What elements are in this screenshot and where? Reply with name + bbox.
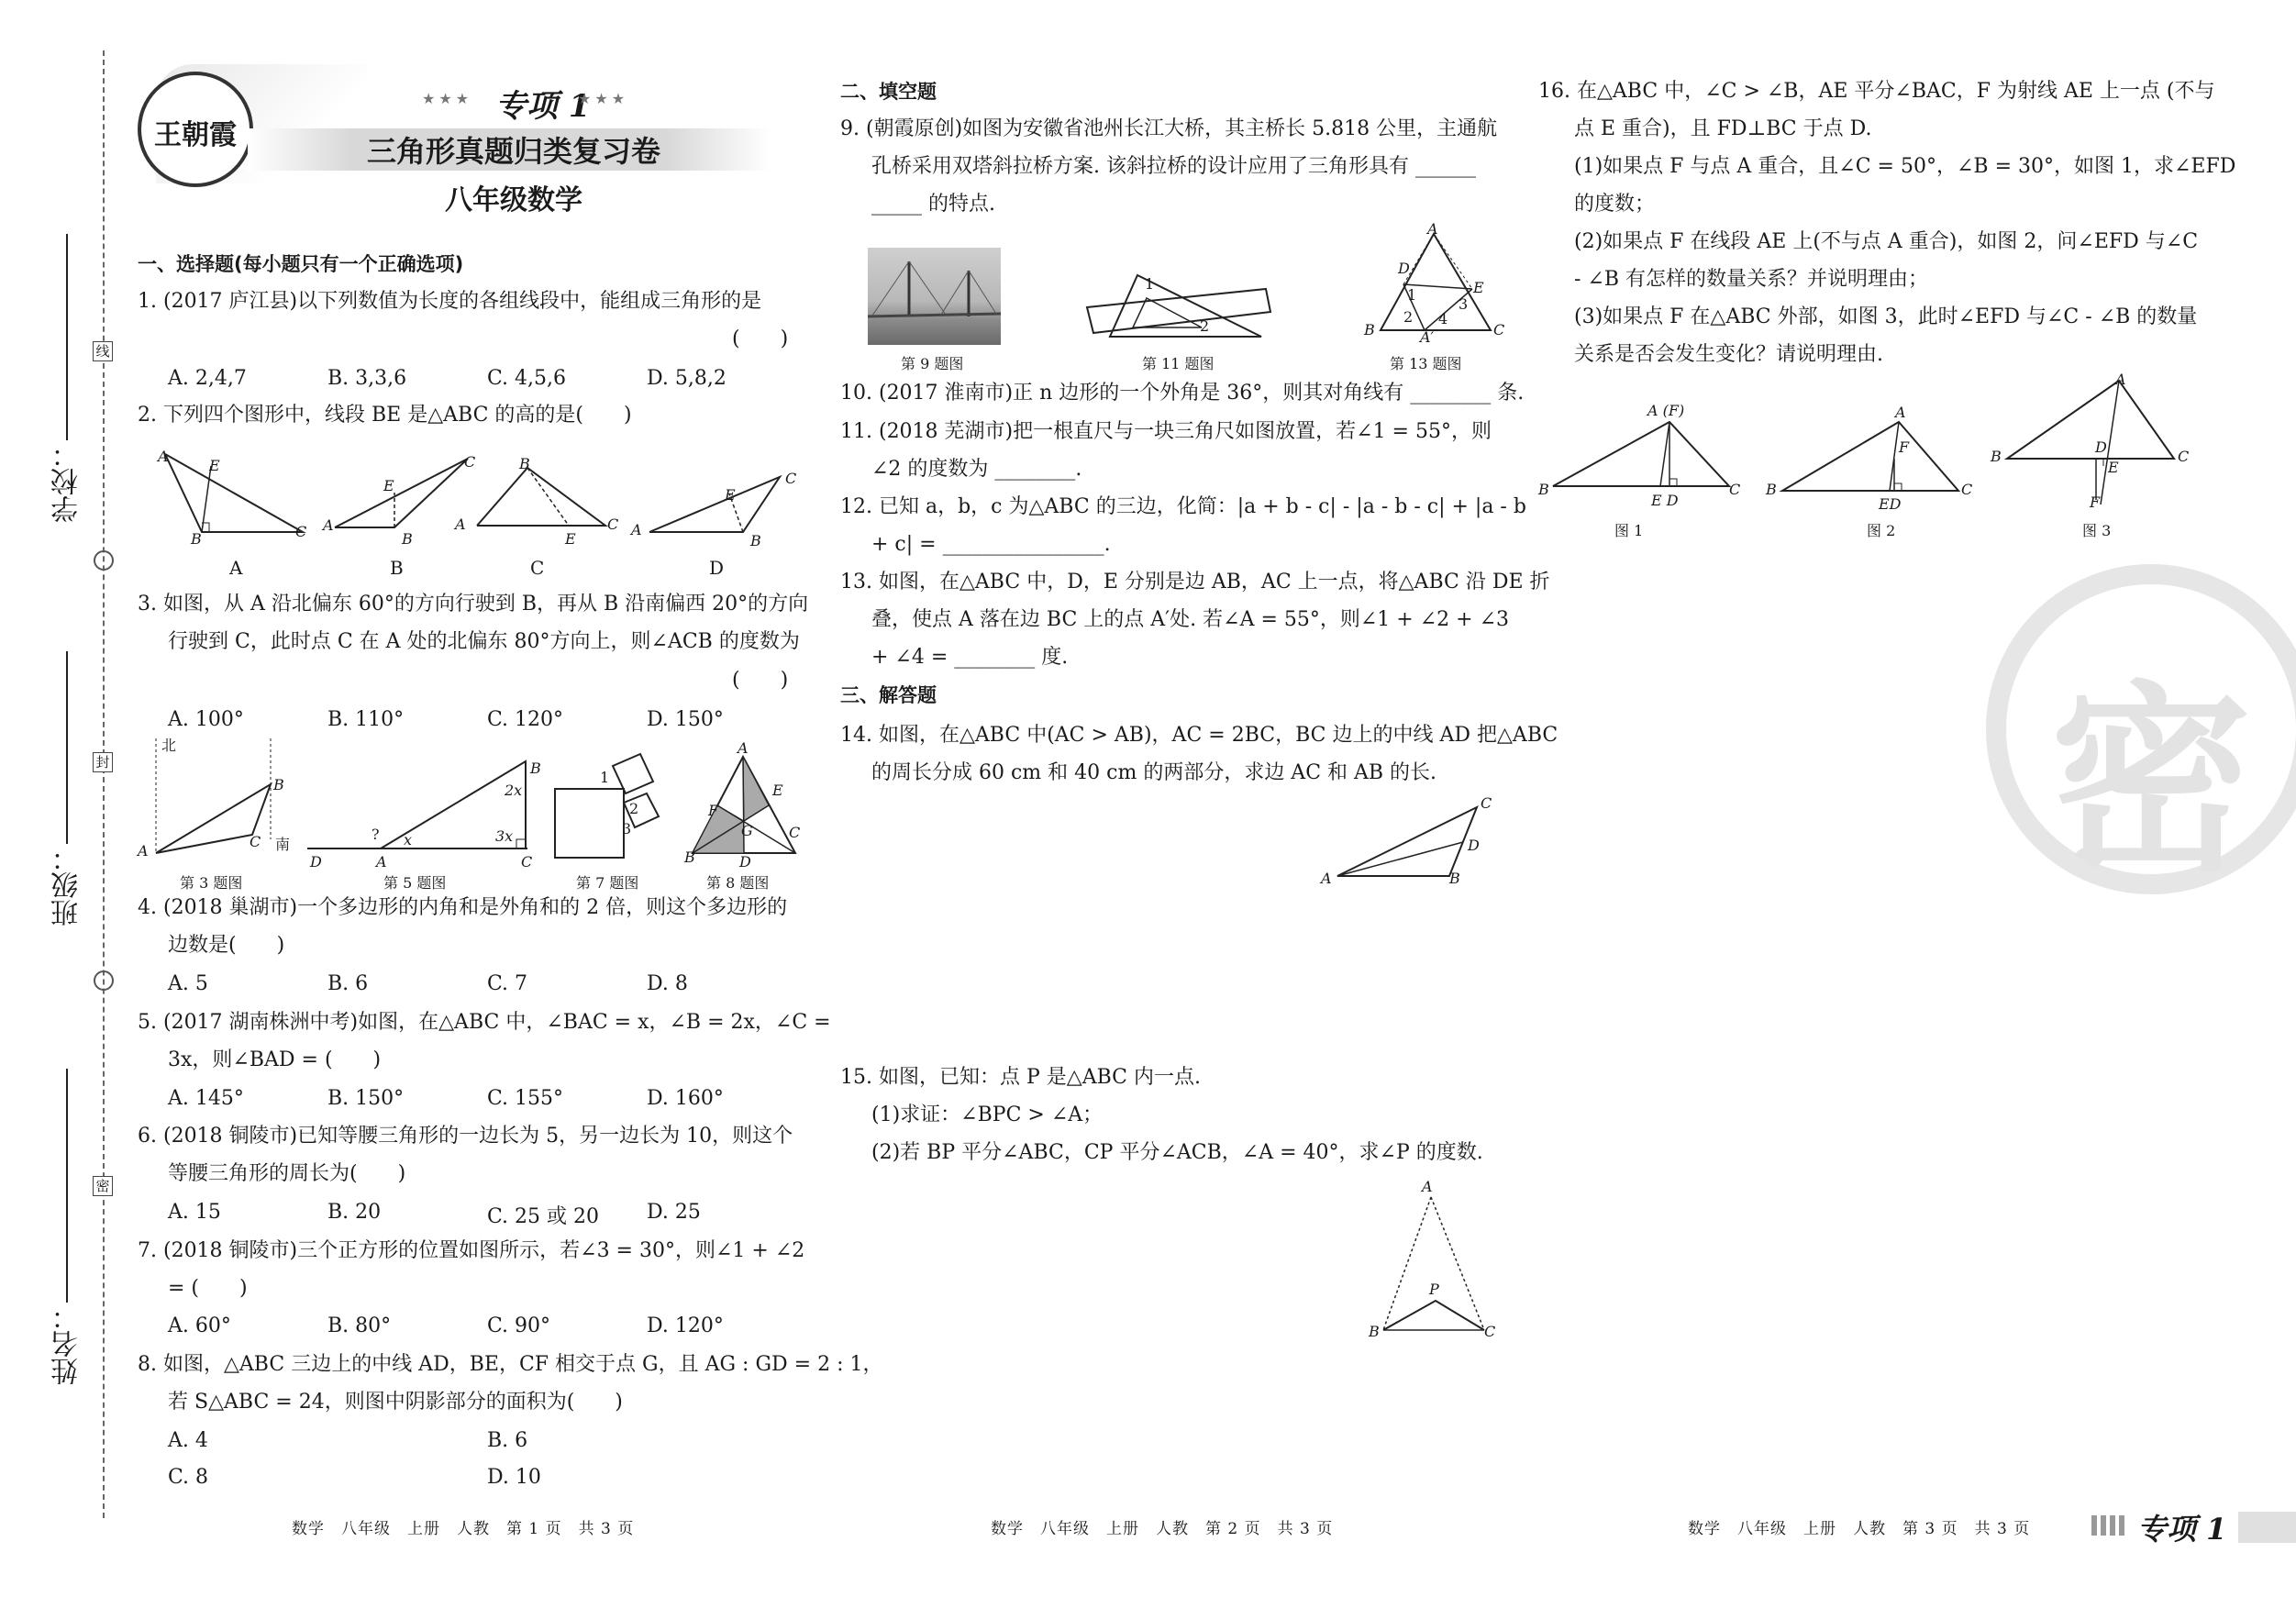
q15-figure xyxy=(1376,1192,1495,1339)
q13-label-aprime: A′ xyxy=(1420,328,1435,346)
q1-option-a[interactable]: A. 2,4,7 xyxy=(168,367,247,390)
page-title: 三角形真题归类复习卷 xyxy=(367,134,661,169)
q6-option-a[interactable]: A. 15 xyxy=(168,1201,221,1224)
school-label: 学校： xyxy=(51,440,83,523)
q2a-label-c: C xyxy=(295,523,307,540)
q16-text-line3: (1)如果点 F 与点 A 重合，且∠C = 50°，∠B = 30°，如图 1，求∠EFD xyxy=(1574,155,2236,178)
q16f2-label-c: C xyxy=(1961,481,1973,498)
q11-text-line2: ∠2 的度数为 ________. xyxy=(871,458,1082,481)
q2-fig-label-c: C xyxy=(530,557,545,579)
q3-option-d[interactable]: D. 150° xyxy=(647,708,724,731)
q3-option-c[interactable]: C. 120° xyxy=(487,708,564,731)
header-stars-right: ★★★ xyxy=(578,90,629,107)
q7-figure xyxy=(550,752,670,871)
q16-figure-2 xyxy=(1775,417,1968,495)
q2-text: 2. 下列四个图形中，线段 BE 是△ABC 的高的是( ) xyxy=(138,404,632,427)
q3-text-line1: 3. 如图，从 A 沿北偏东 60°的方向行驶到 B，再从 B 沿南偏西 20°的方向 xyxy=(138,593,809,616)
q16-text-line2: 点 E 重合)，且 FD⊥BC 于点 D. xyxy=(1574,117,1872,140)
school-underline[interactable] xyxy=(66,234,68,440)
name-label: 姓名： xyxy=(51,1303,83,1385)
q5-caption: 第 5 题图 xyxy=(383,874,447,892)
q15-label-a: A xyxy=(1422,1178,1433,1195)
q1-option-d[interactable]: D. 5,8,2 xyxy=(647,367,727,390)
corner-pattern xyxy=(2091,1515,2128,1536)
binding-dashed-line xyxy=(103,50,105,1518)
q5-label-3x: 3x xyxy=(495,827,514,845)
q8-label-a: A xyxy=(738,739,749,757)
q11-caption: 第 11 题图 xyxy=(1142,355,1215,372)
q2-fig-label-a: A xyxy=(229,557,243,579)
q14-label-b: B xyxy=(1449,870,1460,887)
q16f3-label-b: B xyxy=(1991,448,2002,465)
q12-text-line1: 12. 已知 a，b，c 为△ABC 的三边，化简：|a + b - c| - |a - b - c| + |a - b xyxy=(840,495,1526,518)
q7-option-c[interactable]: C. 90° xyxy=(487,1314,551,1337)
q13-label-a: A xyxy=(1427,220,1438,238)
q2-figure-a xyxy=(156,449,312,546)
q2c-label-c: C xyxy=(607,516,619,533)
q5-label-q: ? xyxy=(372,826,380,843)
corner-bar xyxy=(2238,1512,2296,1543)
q2-figure-d xyxy=(642,468,789,541)
q1-text: 1. (2017 庐江县)以下列数值为长度的各组线段中，能组成三角形的是 xyxy=(138,290,762,313)
corner-tag: 专项 1 xyxy=(2137,1512,2227,1547)
logo-text: 王朝霞 xyxy=(154,119,237,151)
q7-label-2: 2 xyxy=(629,800,639,817)
class-underline[interactable] xyxy=(66,651,68,844)
q8-option-c[interactable]: C. 8 xyxy=(168,1466,209,1489)
q16-text-line4: 的度数； xyxy=(1574,193,1656,216)
q9-text-line2: 孔桥采用双塔斜拉桥方案. 该斜拉桥的设计应用了三角形具有 ______ xyxy=(871,155,1476,178)
q16f2-label-b: B xyxy=(1766,481,1777,498)
brand-logo xyxy=(138,72,253,187)
q11-label-1: 1 xyxy=(1145,275,1155,293)
q16-text-line1: 16. 在△ABC 中，∠C > ∠B，AE 平分∠BAC，F 为射线 AE 上一点 (不与 xyxy=(1538,80,2215,103)
footer-page-1: 数学 八年级 上册 人教 第 1 页 共 3 页 xyxy=(292,1520,635,1538)
q6-option-b[interactable]: B. 20 xyxy=(327,1201,382,1224)
page-subtitle: 八年级数学 xyxy=(445,184,582,216)
q2c-label-b: B xyxy=(519,455,530,472)
q5-label-c: C xyxy=(521,853,533,871)
q16f1-label-ed: E D xyxy=(1651,492,1679,509)
q3-text-line2: 行驶到 C，此时点 C 在 A 处的北偏东 80°方向上，则∠ACB 的度数为 xyxy=(168,630,800,653)
q5-label-x: x xyxy=(404,831,413,848)
q16f3-label-c: C xyxy=(2178,448,2190,465)
q1-option-b[interactable]: B. 3,3,6 xyxy=(327,367,407,390)
q8-text-line2: 若 S△ABC = 24，则图中阴影部分的面积为( ) xyxy=(168,1391,623,1414)
q16f3-label-f: F xyxy=(2090,494,2101,511)
q4-text-line1: 4. (2018 巢湖市)一个多边形的内角和是外角和的 2 倍，则这个多边形的 xyxy=(138,896,788,919)
q7-label-3: 3 xyxy=(622,820,632,837)
q4-option-d[interactable]: D. 8 xyxy=(647,972,688,995)
name-underline[interactable] xyxy=(66,1069,68,1303)
q7-option-b[interactable]: B. 80° xyxy=(327,1314,392,1337)
q14-figure xyxy=(1330,798,1486,881)
q9-caption: 第 9 题图 xyxy=(901,355,964,372)
q3-label-c: C xyxy=(250,833,261,850)
q3-figure xyxy=(147,738,284,862)
q2d-label-a: A xyxy=(631,521,642,538)
q13-label-4: 4 xyxy=(1438,310,1448,327)
q7-option-a[interactable]: A. 60° xyxy=(168,1314,231,1337)
q15-text-line1: 15. 如图，已知：点 P 是△ABC 内一点. xyxy=(840,1066,1201,1089)
mark-line: 线 xyxy=(93,341,113,361)
bridge-towers xyxy=(868,248,1001,345)
section1-title: 一、选择题(每小题只有一个正确选项) xyxy=(138,253,464,275)
q6-option-d[interactable]: D. 25 xyxy=(647,1201,701,1224)
q2-figure-c xyxy=(468,463,615,537)
q16f1-label-b: B xyxy=(1538,481,1549,498)
q14-text-line2: 的周长分成 60 cm 和 40 cm 的两部分，求边 AC 和 AB 的长. xyxy=(871,761,1437,784)
q16f2-label-f: F xyxy=(1899,438,1910,456)
q16-text-line8: 关系是否会发生变化？请说明理由. xyxy=(1574,343,1883,366)
q15-label-p: P xyxy=(1429,1281,1439,1298)
q5-label-d: D xyxy=(310,853,322,871)
q8-label-c: C xyxy=(789,824,801,841)
q15-text-line2: (1)求证：∠BPC > ∠A； xyxy=(871,1103,1104,1126)
q16f2-label-a: A xyxy=(1895,404,1906,421)
q3-option-a[interactable]: A. 100° xyxy=(168,708,244,731)
q1-answer-paren[interactable]: ( ) xyxy=(732,327,789,350)
section3-title: 三、解答题 xyxy=(840,684,937,706)
q2d-label-c: C xyxy=(785,470,797,487)
q2a-label-b: B xyxy=(191,530,202,548)
q2a-label-a: A xyxy=(158,448,169,465)
q9-text-line1: 9. (朝霞原创)如图为安徽省池州长江大桥，其主桥长 5.818 公里，主通航 xyxy=(840,117,1498,140)
q7-text-line1: 7. (2018 铜陵市)三个正方形的位置如图所示，若∠3 = 30°，则∠1 + ∠2 xyxy=(138,1239,805,1262)
q2b-label-e: E xyxy=(383,477,394,494)
q13-label-1: 1 xyxy=(1407,286,1417,304)
q2c-label-e: E xyxy=(565,530,576,548)
q5-option-d[interactable]: D. 160° xyxy=(647,1087,724,1110)
q8-label-d: D xyxy=(739,853,751,871)
q1-option-c[interactable]: C. 4,5,6 xyxy=(487,367,567,390)
q7-option-d[interactable]: D. 120° xyxy=(647,1314,724,1337)
q11-figure xyxy=(1082,271,1275,344)
q14-label-c: C xyxy=(1481,794,1492,812)
q13-label-d: D xyxy=(1398,260,1410,277)
footer-page-3: 数学 八年级 上册 人教 第 3 页 共 3 页 xyxy=(1688,1520,2031,1538)
q5-label-a: A xyxy=(376,853,387,871)
q16f3-label-d: D xyxy=(2095,438,2107,456)
q14-label-a: A xyxy=(1321,870,1332,887)
q15-label-b: B xyxy=(1369,1323,1380,1340)
q13-label-b: B xyxy=(1364,321,1375,338)
binding-ornament xyxy=(94,970,114,991)
watermark-seal xyxy=(1986,564,2296,899)
watermark-char: 密 xyxy=(2049,664,2252,899)
mark-dense: 密 xyxy=(93,1176,113,1196)
class-label: 班级： xyxy=(51,844,83,926)
q6-text-line2: 等腰三角形的周长为( ) xyxy=(168,1162,406,1185)
q5-label-b: B xyxy=(530,760,541,777)
q2c-label-a: A xyxy=(455,516,466,533)
q5-option-b[interactable]: B. 150° xyxy=(327,1087,405,1110)
q8-figure xyxy=(683,752,803,862)
q4-option-c[interactable]: C. 7 xyxy=(487,972,528,995)
q6-option-c[interactable]: C. 25 或 20 xyxy=(487,1205,600,1228)
q3-option-b[interactable]: B. 110° xyxy=(327,708,405,731)
q5-text-line2: 3x，则∠BAD = ( ) xyxy=(168,1048,382,1071)
q2d-label-b: B xyxy=(750,532,761,549)
q5-option-c[interactable]: C. 155° xyxy=(487,1087,564,1110)
q4-text-line2: 边数是( ) xyxy=(168,934,285,957)
q16f1-label-c: C xyxy=(1729,481,1741,498)
topic-label: 专项 1 xyxy=(495,88,591,125)
q15-label-c: C xyxy=(1484,1323,1496,1340)
header-stars-left: ★★★ xyxy=(422,90,473,107)
q14-label-d: D xyxy=(1468,837,1480,854)
q8-label-b: B xyxy=(684,848,695,866)
q8-label-g: G xyxy=(741,822,753,839)
q2b-label-c: C xyxy=(464,453,476,471)
q8-label-e: E xyxy=(772,782,783,799)
q2b-label-b: B xyxy=(402,530,413,548)
q16-text-line6: - ∠B 有怎样的数量关系？并说明理由； xyxy=(1574,268,1929,291)
q11-label-2: 2 xyxy=(1200,317,1210,335)
q16f1-label-af: A (F) xyxy=(1647,402,1685,419)
q9-text-line3: _____ 的特点. xyxy=(871,193,995,216)
binding-ornament xyxy=(94,550,114,571)
q10-text: 10. (2017 淮南市)正 n 边形的一个外角是 36°，则其对角线有 ________ 条. xyxy=(840,382,1525,405)
q2a-label-e: E xyxy=(209,457,220,474)
q16-fig3-caption: 图 3 xyxy=(2082,522,2112,539)
q13-caption: 第 13 题图 xyxy=(1390,355,1462,372)
q16f3-label-a: A xyxy=(2115,371,2126,388)
q8-option-d[interactable]: D. 10 xyxy=(487,1466,541,1489)
q2b-label-a: A xyxy=(323,516,334,534)
mark-seal: 封 xyxy=(93,752,113,772)
q5-label-2x: 2x xyxy=(505,782,523,799)
q8-label-f: F xyxy=(708,802,719,819)
footer-page-2: 数学 八年级 上册 人教 第 2 页 共 3 页 xyxy=(991,1520,1334,1538)
q8-caption: 第 8 题图 xyxy=(706,874,770,892)
q14-text-line1: 14. 如图，在△ABC 中(AC > AB)，AC = 2BC，BC 边上的中线 AD 把△ABC xyxy=(840,724,1558,747)
q5-option-a[interactable]: A. 145° xyxy=(168,1087,244,1110)
q6-text-line1: 6. (2018 铜陵市)已知等腰三角形的一边长为 5，另一边长为 10，则这个 xyxy=(138,1125,793,1148)
q7-caption: 第 7 题图 xyxy=(576,874,639,892)
q9-bridge-photo xyxy=(868,248,1001,345)
q13-label-c: C xyxy=(1493,321,1505,338)
q16f3-label-e: E xyxy=(2108,459,2119,476)
q16-fig1-caption: 图 1 xyxy=(1614,522,1644,539)
q13-text-line3: + ∠4 = ________ 度. xyxy=(871,646,1069,669)
q16-fig2-caption: 图 2 xyxy=(1867,522,1896,539)
q4-option-a[interactable]: A. 5 xyxy=(168,972,208,995)
q16-figure-1 xyxy=(1546,417,1738,491)
section2-title: 二、填空题 xyxy=(840,81,937,103)
q16-text-line7: (3)如果点 F 在△ABC 外部，如图 3，此时∠EFD 与∠C - ∠B 的数量 xyxy=(1574,305,2198,328)
q15-text-line3: (2)若 BP 平分∠ABC，CP 平分∠ACB，∠A = 40°，求∠P 的度数. xyxy=(871,1141,1483,1164)
q3-caption: 第 3 题图 xyxy=(180,874,243,892)
q3-label-south: 南 xyxy=(275,836,291,853)
q8-option-a[interactable]: A. 4 xyxy=(168,1429,208,1452)
q8-option-b[interactable]: B. 6 xyxy=(487,1429,528,1452)
q13-label-e: E xyxy=(1473,279,1484,296)
q13-text-line1: 13. 如图，在△ABC 中，D，E 分别是边 AB，AC 上一点，将△ABC 沿 DE 折 xyxy=(840,571,1550,593)
q11-text-line1: 11. (2018 芜湖市)把一根直尺与一块三角尺如图放置，若∠1 = 55°，则 xyxy=(840,420,1492,443)
q13-text-line2: 叠，使点 A 落在边 BC 上的点 A′处. 若∠A = 55°，则∠1 + ∠2 + ∠3 xyxy=(871,608,1509,631)
q7-label-1: 1 xyxy=(600,769,610,786)
q16f2-label-ed: ED xyxy=(1879,495,1902,513)
q2d-label-e: E xyxy=(725,486,736,504)
q8-text-line1: 8. 如图，△ABC 三边上的中线 AD，BE，CF 相交于点 G，且 AG : GD = 2 : 1， xyxy=(138,1353,883,1376)
q2-fig-label-d: D xyxy=(709,557,725,579)
q3-label-b: B xyxy=(273,776,284,793)
q3-answer-paren[interactable]: ( ) xyxy=(732,669,789,692)
q7-text-line2: = ( ) xyxy=(168,1277,248,1300)
q13-label-3: 3 xyxy=(1459,295,1469,313)
q16-figure-3 xyxy=(2000,376,2183,509)
q3-label-a: A xyxy=(138,842,149,859)
q12-text-line2: + c| = ________________. xyxy=(871,533,1111,556)
q2-fig-label-b: B xyxy=(390,557,404,579)
q16-text-line5: (2)如果点 F 在线段 AE 上(不与点 A 重合)，如图 2，问∠EFD 与∠C xyxy=(1574,230,2199,253)
q3-label-north: 北 xyxy=(161,737,177,754)
q5-text-line1: 5. (2017 湖南株洲中考)如图，在△ABC 中，∠BAC = x，∠B = 2x，∠C = xyxy=(138,1011,831,1034)
q4-option-b[interactable]: B. 6 xyxy=(327,972,369,995)
q13-label-2: 2 xyxy=(1403,308,1414,326)
